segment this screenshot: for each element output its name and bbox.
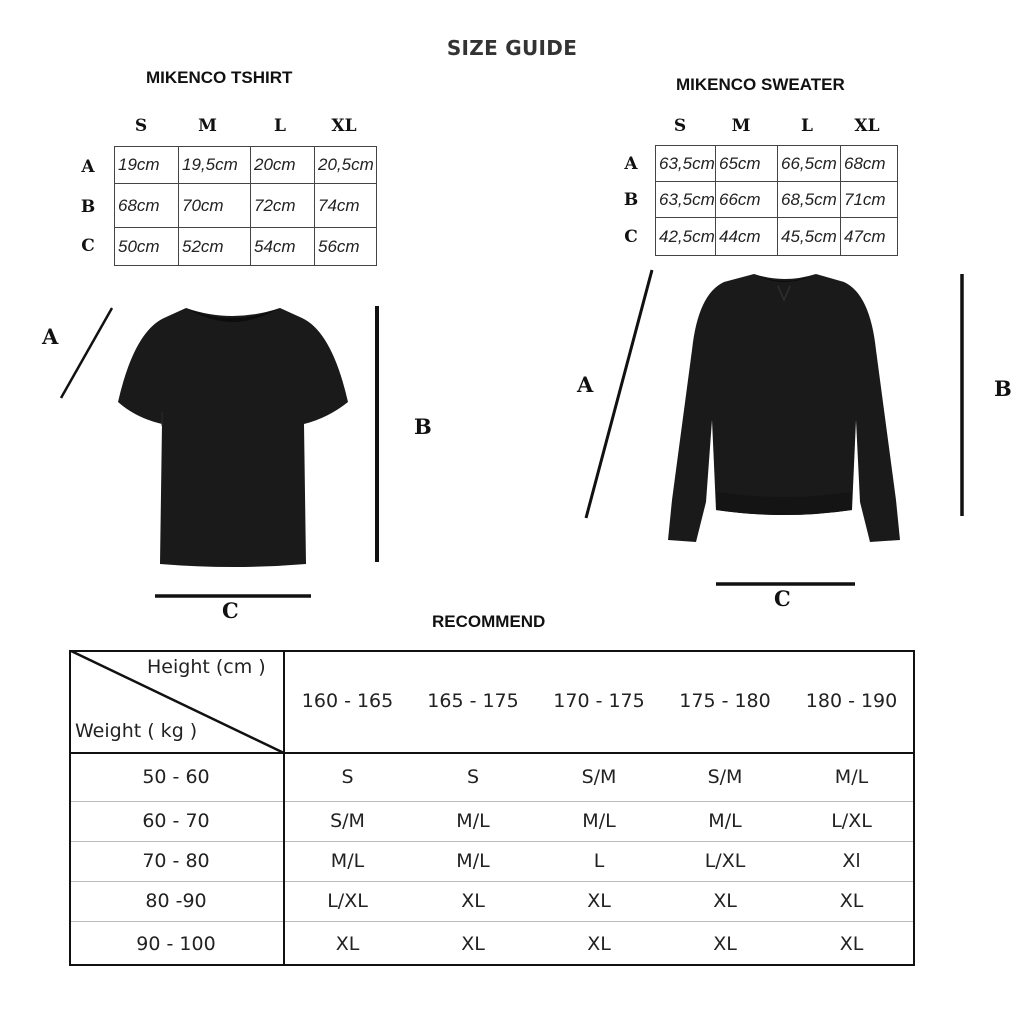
size-cell: M/L	[284, 841, 410, 881]
size-cell: XL	[839, 932, 864, 955]
table-cell: 63,5cm	[656, 182, 716, 218]
tshirt-row-b-label: B	[80, 197, 96, 217]
size-cell: XL	[788, 881, 915, 921]
table-cell: 44cm	[716, 218, 778, 256]
sweater-row-a-label: A	[624, 154, 638, 174]
table-row	[656, 182, 898, 218]
table-row	[69, 841, 915, 881]
table-cell: 20cm	[251, 147, 315, 184]
weight-range-cell: 50 - 60	[69, 753, 284, 801]
weight-range-cell: 60 - 70	[69, 801, 284, 841]
sweater-title: MIKENCO SWEATER	[676, 75, 845, 94]
corner-header-cell	[69, 650, 284, 753]
size-cell: M/L	[662, 801, 788, 841]
table-cell: 42,5cm	[656, 218, 716, 256]
size-cell: M/L	[410, 801, 536, 841]
tshirt-body	[118, 308, 348, 567]
size-cell: S/M	[536, 753, 662, 801]
weight-range-cell: 80 -90	[69, 881, 284, 921]
size-cell: M/L	[536, 801, 662, 841]
size-cell: M/L	[788, 753, 915, 801]
size-cell: S/M	[284, 801, 410, 841]
table-cell: 45,5cm	[778, 218, 841, 256]
tshirt-size-m: M	[198, 116, 217, 136]
table-row	[656, 218, 898, 256]
size-cell: L/XL	[662, 841, 788, 881]
tshirt-size-s: S	[134, 116, 148, 136]
table-cell: 19cm	[115, 147, 179, 184]
sweater-measure-table	[655, 145, 898, 256]
table-cell: 66cm	[716, 182, 778, 218]
recommend-table	[69, 650, 915, 966]
table-cell: 52cm	[179, 228, 251, 266]
height-range-header: 165 - 175	[410, 650, 536, 753]
sweater-dim-c-label: C	[774, 586, 791, 611]
height-range-header: 175 - 180	[662, 650, 788, 753]
tshirt-dim-b-label: B	[414, 414, 432, 439]
height-range-header: 160 - 165	[284, 650, 410, 753]
weight-range-cell: 70 - 80	[69, 841, 284, 881]
table-cell: 20,5cm	[315, 147, 377, 184]
table-row	[69, 921, 915, 966]
tshirt-dim-a-label: A	[42, 324, 59, 349]
tshirt-image	[114, 302, 354, 568]
size-cell: S/M	[662, 753, 788, 801]
sweater-row-b-label: B	[623, 190, 639, 210]
sweater-dim-b-label: B	[994, 376, 1012, 401]
table-cell: 56cm	[315, 228, 377, 266]
size-cell: XL	[536, 881, 662, 921]
table-row	[69, 881, 915, 921]
size-cell: XL	[662, 881, 788, 921]
size-cell: XL	[410, 881, 536, 921]
size-cell: XL	[587, 932, 611, 955]
sweater-size-xl: XL	[854, 116, 880, 136]
table-row	[115, 147, 377, 184]
table-cell: 71cm	[841, 182, 898, 218]
sweater-dim-a-label: A	[577, 372, 594, 397]
size-cell: XL	[461, 932, 485, 955]
table-cell: 68,5cm	[778, 182, 841, 218]
tshirt-dim-c-label: C	[222, 598, 239, 623]
size-cell: XL	[713, 932, 737, 955]
page-title: SIZE GUIDE	[446, 36, 578, 60]
table-row	[115, 184, 377, 228]
table-row	[69, 753, 915, 801]
sweater-row-c-label: C	[624, 227, 638, 247]
size-cell: L/XL	[284, 881, 410, 921]
height-range-header: 180 - 190	[788, 650, 915, 753]
sweater-dim-a-line	[586, 270, 652, 518]
tshirt-size-l: L	[274, 116, 286, 136]
height-label: Height (cm )	[147, 656, 266, 678]
table-cell: 68cm	[115, 184, 179, 228]
tshirt-size-xl: XL	[331, 116, 357, 136]
table-row	[656, 146, 898, 182]
recommend-title: RECOMMEND	[432, 612, 546, 631]
table-cell: 50cm	[115, 228, 179, 266]
tshirt-measure-table	[114, 146, 377, 266]
size-cell: Xl	[788, 841, 915, 881]
sweater-image	[664, 270, 904, 546]
table-cell: 63,5cm	[656, 146, 716, 182]
table-header-row	[69, 650, 915, 753]
sweater-size-m: M	[731, 116, 751, 136]
tshirt-row-c-label: C	[81, 236, 95, 256]
sweater-size-s: S	[673, 116, 687, 136]
weight-range-cell: 90 - 100	[69, 921, 284, 966]
size-cell: S	[284, 753, 410, 801]
size-cell: L/XL	[788, 801, 915, 841]
height-range-header: 170 - 175	[536, 650, 662, 753]
table-cell: 65cm	[716, 146, 778, 182]
tshirt-dim-a-line	[61, 308, 112, 398]
table-row	[115, 228, 377, 266]
size-cell: S	[410, 753, 536, 801]
size-cell: XL	[335, 932, 360, 955]
weight-label: Weight ( kg )	[75, 720, 198, 742]
table-cell: 72cm	[251, 184, 315, 228]
table-cell: 47cm	[841, 218, 898, 256]
table-cell: 74cm	[315, 184, 377, 228]
sweater-size-l: L	[801, 116, 813, 136]
table-cell: 54cm	[251, 228, 315, 266]
table-cell: 66,5cm	[778, 146, 841, 182]
tshirt-title: MIKENCO TSHIRT	[146, 68, 293, 87]
tshirt-row-a-label: A	[81, 157, 95, 177]
table-row	[69, 801, 915, 841]
table-cell: 19,5cm	[179, 147, 251, 184]
size-cell: L	[536, 841, 662, 881]
table-cell: 70cm	[179, 184, 251, 228]
table-cell: 68cm	[841, 146, 898, 182]
size-cell: M/L	[410, 841, 536, 881]
